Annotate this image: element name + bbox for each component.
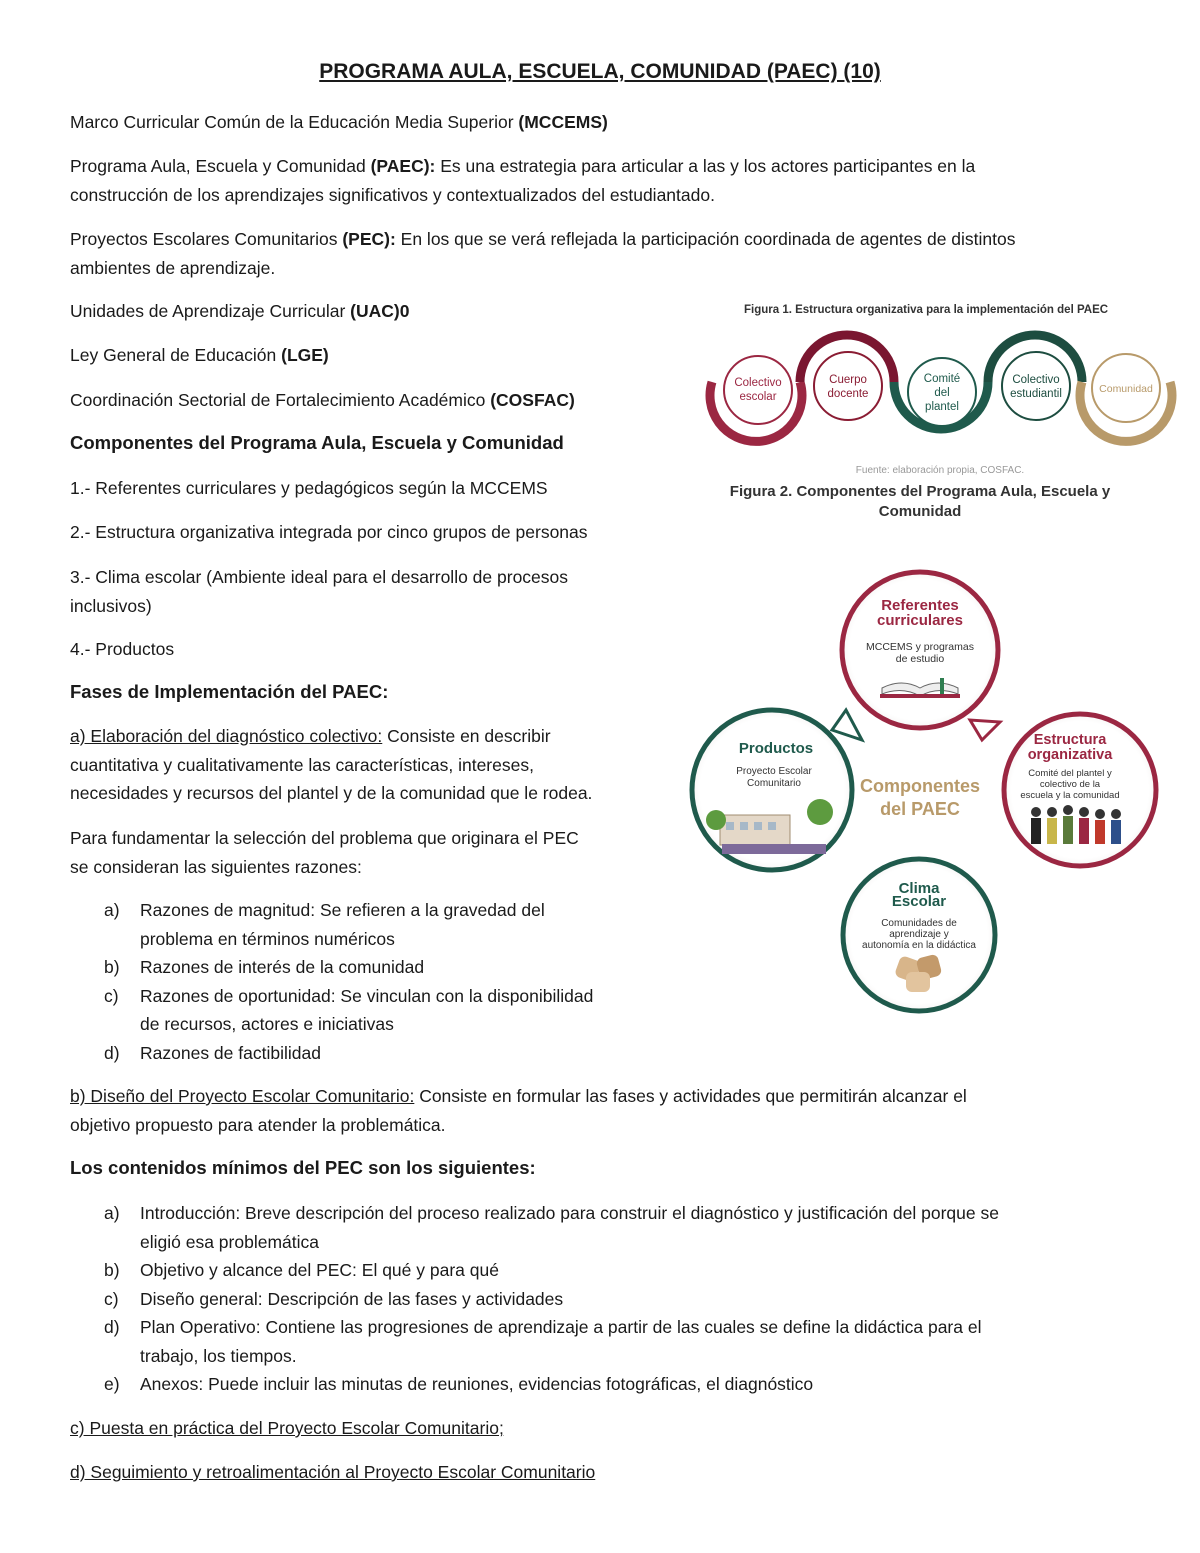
- est-title: Estructura: [1033, 732, 1107, 748]
- def-pec: Proyectos Escolares Comunitarios (PEC): En los que se verá reflejada la participación coordinada de agentes de distintos ambientes de aprendizaje.: [70, 229, 1016, 278]
- contenidos-list: [104, 1199, 999, 1399]
- componente-item: 2.- Estructura organizativa integrada por cinco grupos de personas: [70, 522, 588, 542]
- prod-title: Productos: [738, 740, 814, 757]
- est-subtitle: escuela y la comunidad: [1020, 790, 1120, 801]
- node-label: Cuerpo: [829, 374, 867, 386]
- ref-subtitle: MCCEMS y programas: [866, 641, 974, 653]
- fase-c: c) Puesta en práctica del Proyecto Escolar Comunitario;: [70, 1418, 504, 1438]
- clima-subtitle: aprendizaje y: [889, 929, 949, 940]
- def-lge: Ley General de Educación (LGE): [70, 345, 329, 365]
- node-label: Comité: [923, 373, 961, 385]
- figure2-caption: Figura 2. Componentes del Programa Aula, Escuela y Comunidad: [729, 483, 1111, 520]
- prod-subtitle: Comunitario: [747, 778, 801, 789]
- def-mccems: Marco Curricular Común de la Educación Media Superior (MCCEMS): [70, 112, 608, 132]
- list-item: a) Razones de magnitud: Se refieren a la gravedad del problema en términos numéricos: [104, 900, 545, 949]
- fase-d: d) Seguimiento y retroalimentación al Proyecto Escolar Comunitario: [70, 1462, 596, 1482]
- prod-subtitle: Proyecto Escolar: [736, 766, 812, 777]
- node-label: Comunidad: [1099, 383, 1153, 395]
- def-uac: Unidades de Aprendizaje Curricular (UAC)0: [70, 301, 410, 321]
- est-subtitle: colectivo de la: [1039, 779, 1101, 790]
- figure1-source: Fuente: elaboración propia, COSFAC.: [855, 465, 1025, 476]
- est-subtitle: Comité del plantel y: [1028, 768, 1112, 779]
- fases-heading: Fases de Implementación del PAEC:: [70, 681, 389, 702]
- componentes-heading: Componentes del Programa Aula, Escuela y Comunidad: [70, 432, 564, 453]
- componente-item: 3.- Clima escolar (Ambiente ideal para el desarrollo de procesos inclusivos): [70, 567, 569, 616]
- def-paec: Programa Aula, Escuela y Comunidad (PAEC): Es una estrategia para articular a las y los actores participantes en la construcción de los aprendizajes significativos y contextualizados del estudiantado.: [70, 156, 976, 205]
- razones-list: [104, 896, 593, 1067]
- fase-a: a) Elaboración del diagnóstico colectivo: Consiste en describir cuantitativa y cualitativamente las características, intereses, necesidades y recursos del plantel y de la comunidad que le rodea.: [70, 726, 593, 803]
- center-title: del PAEC: [880, 799, 960, 819]
- ref-title: curriculares: [877, 612, 963, 629]
- list-item: b) Razones de interés de la comunidad: [104, 957, 425, 977]
- componente-item: 1.- Referentes curriculares y pedagógicos según la MCCEMS: [70, 478, 548, 498]
- node-label: estudiantil: [1010, 388, 1062, 400]
- node-label: Colectivo: [734, 377, 782, 389]
- page-title: PROGRAMA AULA, ESCUELA, COMUNIDAD (PAEC) (10): [319, 60, 881, 83]
- list-item: c) Razones de oportunidad: Se vinculan con la disponibilidad de recursos, actores e iniciativas: [104, 985, 594, 1034]
- figure1-diagram: [700, 322, 1180, 477]
- est-title: organizativa: [1027, 747, 1113, 763]
- list-item: e) Anexos: Puede incluir las minutas de reuniones, evidencias fotográficas, el diagnóstico: [104, 1374, 814, 1394]
- figure2-diagram: [682, 560, 1172, 1030]
- center-title: Componentes: [859, 776, 981, 796]
- node-label: plantel: [925, 401, 959, 413]
- node-circle: [724, 356, 792, 424]
- clima-title: Clima: [898, 880, 940, 897]
- node-circle: [814, 352, 882, 420]
- list-item: a) Introducción: Breve descripción del proceso realizado para construir el diagnóstico y justificación del porque se eligió esa problemática: [104, 1203, 999, 1252]
- ref-subtitle: de estudio: [895, 653, 945, 665]
- node-label: del: [934, 387, 950, 399]
- clima-subtitle: autonomía en la didáctica: [862, 940, 976, 951]
- list-item: c) Diseño general: Descripción de las fases y actividades: [104, 1288, 564, 1309]
- list-item: d) Razones de factibilidad: [104, 1042, 321, 1063]
- figure1-caption: Figura 1. Estructura organizativa para la implementación del PAEC: [744, 304, 1109, 316]
- node-circle: [1002, 352, 1070, 420]
- def-cosfac: Coordinación Sectorial de Fortalecimiento Académico (COSFAC): [70, 390, 575, 410]
- list-item: b) Objetivo y alcance del PEC: El qué y para qué: [104, 1260, 499, 1280]
- componente-item: 4.- Productos: [70, 639, 175, 659]
- contenidos-heading: Los contenidos mínimos del PEC son los siguientes:: [70, 1157, 536, 1178]
- list-item: d) Plan Operativo: Contiene las progresiones de aprendizaje a partir de las cuales se define la didáctica para el trabajo, los tiempos.: [104, 1317, 982, 1366]
- node-label: Colectivo: [1012, 374, 1060, 386]
- fase-b: b) Diseño del Proyecto Escolar Comunitario: Consiste en formular las fases y actividades que permitirán alcanzar el objetivo propuesto para atender la problemática.: [70, 1086, 967, 1135]
- clima-subtitle: Comunidades de: [881, 918, 957, 929]
- clima-title: Escolar: [891, 893, 947, 910]
- node-label: docente: [827, 388, 869, 400]
- node-label: escolar: [739, 391, 777, 403]
- ref-title: Referentes: [881, 597, 959, 614]
- fundamentar-text: Para fundamentar la selección del problema que originara el PEC se consideran las siguientes razones:: [70, 828, 579, 877]
